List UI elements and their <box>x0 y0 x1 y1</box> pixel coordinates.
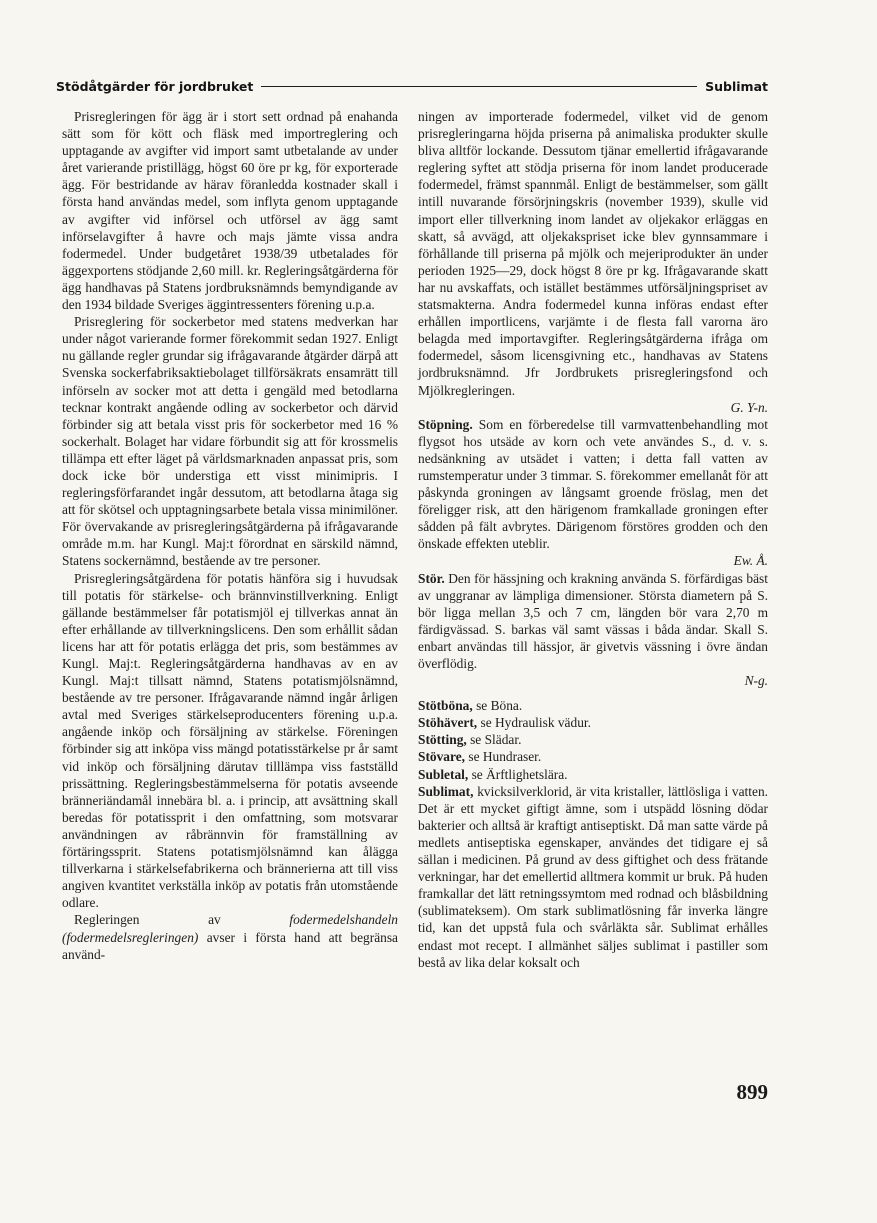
author-signature: G. Y-n. <box>730 399 768 415</box>
entry-cross-reference <box>418 731 768 748</box>
entry-headword: Stöpning. <box>418 416 473 432</box>
feed-term: fodermedelshandeln <box>289 912 398 928</box>
entry-stor <box>418 570 768 690</box>
paragraph-sugar-beet-regulation: Prisreglering för sockerbetor med statens medverkan har under något varierande former förekommit sedan 1927. Enligt nu gällande regler grundar sig ifrågavarande åtgärder därpå att Svenska sockerfabriksaktiebolaget tillförsäkrats ensamrätt till införseln av socker mot att detta i gengäld med betodlarna tecknar kontrakt angående odling av sockerbetor och därvid förbinder sig att betala visst pris för sockerbetor med 16 % sockerhalt. Bolaget har vidare förbundit sig att för krossmelis tillämpa ett efter läget på världsmarknaden anpassat pris, som dock icke bör understiga ett visst minimipris. I regleringsförfarandet ingår dessutom, att betodlarna åtaga sig att för skötsel och upptagningsarbete betala vissa minimilöner. För övervakande av prisregleringsåtgärderna på ifrågavarande område m.m. har Kungl. Maj:t förordnat en särskild nämnd, Statens sockernämnd, bestående av tre personer. <box>62 314 398 569</box>
entry-cross-reference <box>418 766 768 783</box>
page-number: 899 <box>736 1080 768 1104</box>
running-header <box>56 76 768 96</box>
right-column <box>418 108 768 971</box>
paragraph-feed-continued <box>418 108 768 416</box>
entry-text: Den för hässjning och krakning använda S. förfärdigas bäst av unggranar av lämpliga dimensioner. Största diametern på S. bör ligga mellan 3,5 och 7 cm, längden bör vara 2,70 m färdigvässad. S. barkas väl samt vässas i båda ändar. Skall S. enbart användas till hässjor, är givetvis vässning i övre ändan överflödig. <box>418 570 768 671</box>
entry-cross-reference <box>418 697 768 714</box>
entry-stopning <box>418 416 768 570</box>
reference-target: se Hundraser. <box>468 749 542 765</box>
reference-headword: Subletal, <box>418 766 469 782</box>
paragraph-potato-regulation: Prisregleringsåtgärdena för potatis hänföra sig i huvudsak till potatis för stärkelse- och brännvinstillverkning. Enligt gällande bestämmelser får potatismjöl ej tillverkas annat än efter erhållande av tillverkningslicens. Den som erhållit sådan licens har att för potatis erlägga det pris, som bestämmes av Kungl. Maj:t. Regleringsåtgärderna handhavas av en av Kungl. Maj:t tillsatt nämnd, Statens potatismjölsnämnd, bestående av tre personer. Ifrågavarande nämnd ingår årligen avtal med Sveriges stärkelseproducenters förening u.p.a. angående inköp och försäljning av stärkelse. Föreningen förbinder sig att inköpa viss mängd potatisstärkelse pr år samt vid inköp och försäljning därutav tilllämpa viss fastställd prissättning. Regleringsbestämmelserna för potatis avseende bränneriändamål innebära bl. a. i princip, att avsättning skall beredas för potatissprit i den omfattning, som motsvarar användningen av råbrännvin för framställning av förtäringssprit. Statens potatismjölsnämnd kan ålägga tillverkarna i stärkelsefabrikerna och brännerierna att till viss angiven kvantitet verkställa inköp av potatis från utomstående odlare. <box>62 570 398 911</box>
reference-target: se Slädar. <box>470 732 522 748</box>
header-left-title: Stödåtgärder för jordbruket <box>56 78 254 94</box>
feed-term-alt: (fodermedelsregleringen) <box>62 929 199 945</box>
feed-continued-text: ningen av importerade fodermedel, vilket vid de genom prisregleringarna höjda priserna på animaliska produkter skulle bliva alltför lockande. Dessutom tjänar emellertid ifrågavarande reglering syftet att stödja priserna för inom landet producerade fodermedel, främst spannmål. Enligt de bestämmelser, som gällt intill nuvarande försörjningskris (november 1939), skulle vid import eller tillverkning inom landet av oljekakor erläggas en skatt, så avvägd, att oljekakspriset icke blev gynnsammare i förhållande till priserna på mjölk och mejeriprodukter än under perioden 1925—29, dock högst 8 öre pr kg. Ifrågavarande skatt har nu avskaffats, och istället bestämmes utförsäljningspriset av statsmakterna. Andra fodermedel kunna införas endast efter erhållen importlicens, varjämte i de flesta fall varorna äro belagda med importavgifter. Regleringsåtgärderna ifråga om fodermedel, såsom licensgivning etc., handhavas av Statens jordbruksnämnd. Jfr Jordbrukets prisregleringsfond och Mjölkregleringen. <box>418 109 768 398</box>
entry-text: Som en förberedelse till varmvattenbehandling mot flygsot hos utsäde av korn och vete användes S., d. v. s. nedsänkning av utsädet i vatten; i detta fall vatten av rumstemperatur under 3 timmar. S. förekommer emellanåt för att påskynda groningen av långsamt groende fröslag, men det föreligger risk, att den härigenom framkallade groningen efter sådden på fält avbrytes. Därigenom förstöres grodden och den önskade effekten uteblir. <box>418 416 768 552</box>
feed-intro: Regleringen av <box>74 912 221 928</box>
entry-headword: Sublimat, <box>418 783 474 799</box>
entry-headword: Stör. <box>418 570 445 586</box>
entry-text: kvicksilverklorid, är vita kristaller, lättlösliga i vatten. Det är ett mycket giftigt ämne, som i utspädd lösning dödar bakterier och alltså är kraftigt antiseptiskt. Då man satte värde på medlets antiseptiska egenskaper, användes det tidigare ej så sällan i medicinen. På grund av dess giftighet och dess frätande verkningar, har det emellertid alltmera kommit ur bruk. På huden framkallar det lätt retningssymtom med rodnad och blåsbildning (sublimateksem). Om stark sublimatlösning får inverka längre tid, kan det uppstå fula och svårläkta sår. Sublimat erhålles endast mot recept. I allmänhet säljes sublimat i pastiller som bestå av lika delar koksalt och <box>418 783 768 970</box>
reference-target: se Böna. <box>476 698 523 714</box>
entry-sublimat <box>418 783 768 971</box>
entry-cross-reference <box>418 714 768 731</box>
header-right-title: Sublimat <box>705 78 768 94</box>
header-rule <box>261 86 697 87</box>
entry-cross-reference <box>418 748 768 765</box>
feed-rest: avser i första hand att begränsa använd- <box>62 929 398 962</box>
reference-headword: Stötting, <box>418 732 467 748</box>
left-column <box>62 108 398 963</box>
reference-target: se Hydraulisk vädur. <box>480 715 591 731</box>
reference-target: se Ärftlighetslära. <box>471 766 568 782</box>
author-signature: Ew. Å. <box>733 553 768 569</box>
paragraph-egg-regulation: Prisregleringen för ägg är i stort sett ordnad på enahanda sätt som för kött och fläsk med importreglering och upptagande av avgifter vid import samt utbetalande av under året varierande pristillägg, högst 60 öre pr kg, för exporterade ägg. För bestridande av härav föranledda kostnader skall i första hand användas medel, som inflyta genom upptagande av avgifter vid införsel och utförsel av ägg samt införselavgifter å havre och majs jämte vissa andra fodermedel. Under budgetåret 1938/39 utbetalades för äggexportens stödjande 2,60 mill. kr. Regleringsåtgärderna för ägg handhavas på Statens jordbruksnämnds bemyndigande av den 1934 bildade Sveriges äggintressenters förening u.p.a. <box>62 109 398 313</box>
reference-headword: Stöhävert, <box>418 715 478 731</box>
author-signature: N-g. <box>744 673 768 689</box>
spacer <box>418 689 768 697</box>
paragraph-feed-regulation <box>62 911 398 962</box>
reference-headword: Stötböna, <box>418 698 473 714</box>
reference-headword: Stövare, <box>418 749 465 765</box>
